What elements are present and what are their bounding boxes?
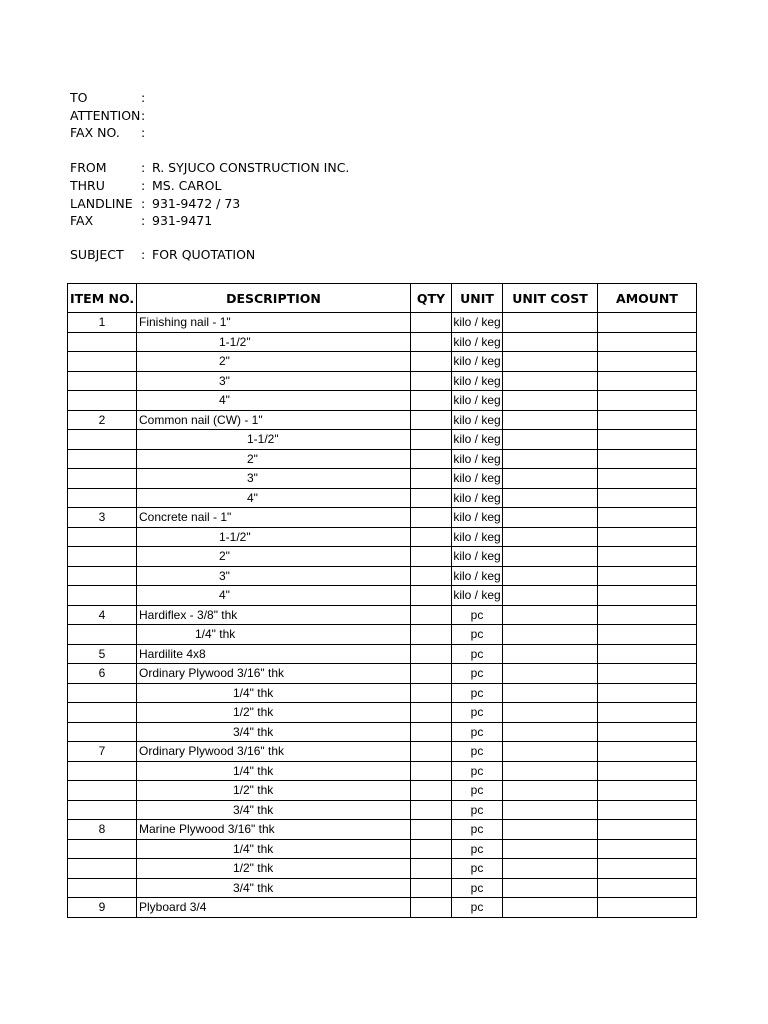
unit-cost-cell [503, 469, 598, 489]
unit-cost-cell [503, 625, 598, 645]
qty-cell [411, 371, 452, 391]
table-row [68, 898, 697, 918]
unit-cost-cell [503, 644, 598, 664]
table-row [68, 664, 697, 684]
unit-cost-cell [503, 800, 598, 820]
unit-cost-cell [503, 761, 598, 781]
table-row [68, 878, 697, 898]
amount-cell [598, 722, 697, 742]
item-no-cell [68, 703, 137, 723]
unit-cell: kilo / keg [452, 469, 503, 489]
amount-cell [598, 332, 697, 352]
description-cell: Plyboard 3/4 [137, 898, 411, 918]
description-cell: 3" [137, 469, 411, 489]
item-no-cell [68, 352, 137, 372]
unit-cell: pc [452, 664, 503, 684]
qty-cell [411, 664, 452, 684]
description-cell: 1-1/2" [137, 527, 411, 547]
table-row [68, 800, 697, 820]
unit-cost-cell [503, 586, 598, 606]
column-header-qty: QTY [411, 284, 452, 313]
colon: : [141, 246, 146, 262]
from-label: FROM [70, 160, 107, 176]
description-cell: 2" [137, 352, 411, 372]
unit-cost-cell [503, 566, 598, 586]
spacer [70, 230, 349, 246]
table-row [68, 430, 697, 450]
qty-cell [411, 469, 452, 489]
column-header-description: DESCRIPTION [137, 284, 411, 313]
item-no-cell: 3 [68, 508, 137, 528]
unit-cell: kilo / keg [452, 449, 503, 469]
unit-cost-cell [503, 488, 598, 508]
item-no-cell: 5 [68, 644, 137, 664]
unit-cell: pc [452, 878, 503, 898]
item-no-cell [68, 527, 137, 547]
item-no-cell [68, 625, 137, 645]
qty-cell [411, 352, 452, 372]
amount-cell [598, 859, 697, 879]
unit-cell: kilo / keg [452, 547, 503, 567]
description-cell: 1/4" thk [137, 625, 411, 645]
description-cell: Ordinary Plywood 3/16" thk [137, 664, 411, 684]
item-no-cell: 8 [68, 820, 137, 840]
item-no-cell: 9 [68, 898, 137, 918]
qty-cell [411, 820, 452, 840]
unit-cell: pc [452, 781, 503, 801]
table-row [68, 742, 697, 762]
subject-value: FOR QUOTATION [152, 246, 256, 262]
unit-cell: kilo / keg [452, 488, 503, 508]
column-header-unit-cost: UNIT COST [503, 284, 598, 313]
unit-cell: kilo / keg [452, 527, 503, 547]
item-no-cell: 2 [68, 410, 137, 430]
qty-cell [411, 859, 452, 879]
table-row [68, 683, 697, 703]
qty-cell [411, 898, 452, 918]
unit-cost-cell [503, 722, 598, 742]
amount-cell [598, 625, 697, 645]
table-row [68, 547, 697, 567]
unit-cell: kilo / keg [452, 586, 503, 606]
item-no-cell [68, 469, 137, 489]
qty-cell [411, 566, 452, 586]
table-row [68, 371, 697, 391]
item-no-cell [68, 566, 137, 586]
amount-cell [598, 527, 697, 547]
table-row [68, 488, 697, 508]
qty-cell [411, 313, 452, 333]
landline-line [70, 195, 349, 213]
unit-cost-cell [503, 878, 598, 898]
spacer [70, 142, 349, 160]
item-no-cell [68, 449, 137, 469]
amount-cell [598, 898, 697, 918]
description-cell: Common nail (CW) - 1" [137, 410, 411, 430]
unit-cost-cell [503, 820, 598, 840]
unit-cell: kilo / keg [452, 391, 503, 411]
table-row [68, 313, 697, 333]
unit-cost-cell [503, 703, 598, 723]
description-cell: Marine Plywood 3/16" thk [137, 820, 411, 840]
to-label: TO [70, 90, 88, 105]
item-no-cell [68, 332, 137, 352]
fax-value: 931-9471 [152, 213, 213, 229]
qty-cell [411, 781, 452, 801]
table-row [68, 332, 697, 352]
unit-cost-cell [503, 547, 598, 567]
amount-cell [598, 644, 697, 664]
table-row [68, 586, 697, 606]
item-no-cell [68, 371, 137, 391]
fax-header [70, 89, 349, 263]
amount-cell [598, 430, 697, 450]
qty-cell [411, 410, 452, 430]
table-row [68, 508, 697, 528]
unit-cell: pc [452, 859, 503, 879]
unit-cell: kilo / keg [452, 410, 503, 430]
qty-cell [411, 332, 452, 352]
table-row [68, 761, 697, 781]
landline-label: LANDLINE [70, 195, 133, 211]
unit-cell: pc [452, 683, 503, 703]
qty-cell [411, 547, 452, 567]
fax-label: FAX [70, 213, 94, 229]
description-cell: 1-1/2" [137, 332, 411, 352]
table-row [68, 859, 697, 879]
colon: : [141, 90, 146, 105]
qty-cell [411, 839, 452, 859]
unit-cost-cell [503, 449, 598, 469]
qty-cell [411, 761, 452, 781]
colon: : [141, 213, 146, 229]
item-no-cell [68, 800, 137, 820]
description-cell: 1/4" thk [137, 839, 411, 859]
qty-cell [411, 391, 452, 411]
from-line [70, 159, 349, 177]
description-cell: Hardiflex - 3/8" thk [137, 605, 411, 625]
qty-cell [411, 586, 452, 606]
landline-value: 931-9472 / 73 [152, 195, 241, 211]
unit-cell: pc [452, 722, 503, 742]
item-no-cell [68, 391, 137, 411]
description-cell: 1/2" thk [137, 703, 411, 723]
amount-cell [598, 605, 697, 625]
amount-cell [598, 820, 697, 840]
qty-cell [411, 683, 452, 703]
to-line [70, 89, 349, 107]
description-cell: 3" [137, 371, 411, 391]
qty-cell [411, 527, 452, 547]
unit-cost-cell [503, 859, 598, 879]
table-row [68, 605, 697, 625]
unit-cost-cell [503, 352, 598, 372]
qty-cell [411, 605, 452, 625]
unit-cost-cell [503, 683, 598, 703]
item-no-cell [68, 781, 137, 801]
unit-cost-cell [503, 391, 598, 411]
table-row [68, 469, 697, 489]
amount-cell [598, 781, 697, 801]
description-cell: Finishing nail - 1" [137, 313, 411, 333]
amount-cell [598, 410, 697, 430]
table-row [68, 703, 697, 723]
from-value: R. SYJUCO CONSTRUCTION INC. [152, 160, 350, 176]
column-header-item-no: ITEM NO. [68, 284, 137, 313]
description-cell: Ordinary Plywood 3/16" thk [137, 742, 411, 762]
unit-cell: kilo / keg [452, 352, 503, 372]
unit-cell: kilo / keg [452, 508, 503, 528]
table-row [68, 352, 697, 372]
item-no-cell [68, 547, 137, 567]
description-cell: 4" [137, 586, 411, 606]
description-cell: 1/2" thk [137, 859, 411, 879]
amount-cell [598, 371, 697, 391]
unit-cell: pc [452, 742, 503, 762]
qty-cell [411, 508, 452, 528]
amount-cell [598, 391, 697, 411]
description-cell: 2" [137, 547, 411, 567]
attention-label: ATTENTION [70, 107, 141, 123]
description-cell: 3/4" thk [137, 722, 411, 742]
amount-cell [598, 469, 697, 489]
thru-label: THRU [70, 177, 105, 193]
table-row [68, 449, 697, 469]
unit-cost-cell [503, 742, 598, 762]
column-header-unit: UNIT [452, 284, 503, 313]
amount-cell [598, 352, 697, 372]
subject-label: SUBJECT [70, 246, 124, 262]
item-no-cell: 7 [68, 742, 137, 762]
unit-cost-cell [503, 839, 598, 859]
amount-cell [598, 586, 697, 606]
description-cell: 4" [137, 488, 411, 508]
item-no-cell [68, 488, 137, 508]
unit-cost-cell [503, 430, 598, 450]
qty-cell [411, 703, 452, 723]
description-cell: 1/2" thk [137, 781, 411, 801]
description-cell: 3/4" thk [137, 878, 411, 898]
attention-line [70, 107, 349, 125]
item-no-cell [68, 586, 137, 606]
subject-line [70, 246, 349, 264]
fax-no-line [70, 124, 349, 142]
fax-no-label: FAX NO. [70, 125, 120, 141]
description-cell: 1/4" thk [137, 761, 411, 781]
qty-cell [411, 742, 452, 762]
table-row [68, 644, 697, 664]
item-no-cell [68, 761, 137, 781]
table-row [68, 566, 697, 586]
unit-cell: pc [452, 625, 503, 645]
table-row [68, 410, 697, 430]
unit-cell: kilo / keg [452, 371, 503, 391]
column-header-amount: AMOUNT [598, 284, 697, 313]
amount-cell [598, 703, 697, 723]
unit-cell: pc [452, 839, 503, 859]
item-no-cell [68, 839, 137, 859]
table-row [68, 722, 697, 742]
unit-cell: pc [452, 898, 503, 918]
table-row [68, 625, 697, 645]
quotation-table [67, 283, 697, 918]
table-row [68, 391, 697, 411]
colon: : [141, 160, 146, 176]
qty-cell [411, 430, 452, 450]
amount-cell [598, 488, 697, 508]
unit-cell: pc [452, 605, 503, 625]
unit-cell: pc [452, 761, 503, 781]
table-row [68, 781, 697, 801]
description-cell: 3" [137, 566, 411, 586]
description-cell: 3/4" thk [137, 800, 411, 820]
amount-cell [598, 449, 697, 469]
table-row [68, 527, 697, 547]
item-no-cell [68, 430, 137, 450]
qty-cell [411, 625, 452, 645]
unit-cost-cell [503, 664, 598, 684]
qty-cell [411, 449, 452, 469]
colon: : [141, 125, 146, 141]
qty-cell [411, 878, 452, 898]
unit-cost-cell [503, 371, 598, 391]
unit-cell: pc [452, 703, 503, 723]
description-cell: Concrete nail - 1" [137, 508, 411, 528]
unit-cell: kilo / keg [452, 430, 503, 450]
amount-cell [598, 878, 697, 898]
amount-cell [598, 664, 697, 684]
description-cell: 1/4" thk [137, 683, 411, 703]
qty-cell [411, 644, 452, 664]
unit-cell: kilo / keg [452, 566, 503, 586]
table-row [68, 820, 697, 840]
unit-cell: kilo / keg [452, 332, 503, 352]
colon: : [141, 177, 146, 193]
unit-cell: pc [452, 800, 503, 820]
unit-cost-cell [503, 781, 598, 801]
unit-cost-cell [503, 605, 598, 625]
item-no-cell: 1 [68, 313, 137, 333]
unit-cell: pc [452, 820, 503, 840]
amount-cell [598, 800, 697, 820]
description-cell: 4" [137, 391, 411, 411]
unit-cost-cell [503, 527, 598, 547]
amount-cell [598, 566, 697, 586]
qty-cell [411, 800, 452, 820]
amount-cell [598, 508, 697, 528]
unit-cost-cell [503, 508, 598, 528]
table-header-row [68, 284, 697, 313]
thru-value: MS. CAROL [152, 177, 222, 193]
fax-line [70, 212, 349, 230]
item-no-cell: 6 [68, 664, 137, 684]
qty-cell [411, 722, 452, 742]
item-no-cell: 4 [68, 605, 137, 625]
table-body [68, 313, 697, 918]
item-no-cell [68, 859, 137, 879]
amount-cell [598, 742, 697, 762]
amount-cell [598, 683, 697, 703]
colon: : [141, 107, 146, 123]
unit-cost-cell [503, 332, 598, 352]
amount-cell [598, 547, 697, 567]
colon: : [141, 195, 146, 211]
qty-cell [411, 488, 452, 508]
amount-cell [598, 313, 697, 333]
thru-line [70, 177, 349, 195]
unit-cell: kilo / keg [452, 313, 503, 333]
amount-cell [598, 839, 697, 859]
item-no-cell [68, 722, 137, 742]
item-no-cell [68, 683, 137, 703]
unit-cost-cell [503, 410, 598, 430]
item-no-cell [68, 878, 137, 898]
amount-cell [598, 761, 697, 781]
description-cell: 1-1/2" [137, 430, 411, 450]
unit-cell: pc [452, 644, 503, 664]
table-row [68, 839, 697, 859]
description-cell: 2" [137, 449, 411, 469]
description-cell: Hardilite 4x8 [137, 644, 411, 664]
unit-cost-cell [503, 313, 598, 333]
unit-cost-cell [503, 898, 598, 918]
